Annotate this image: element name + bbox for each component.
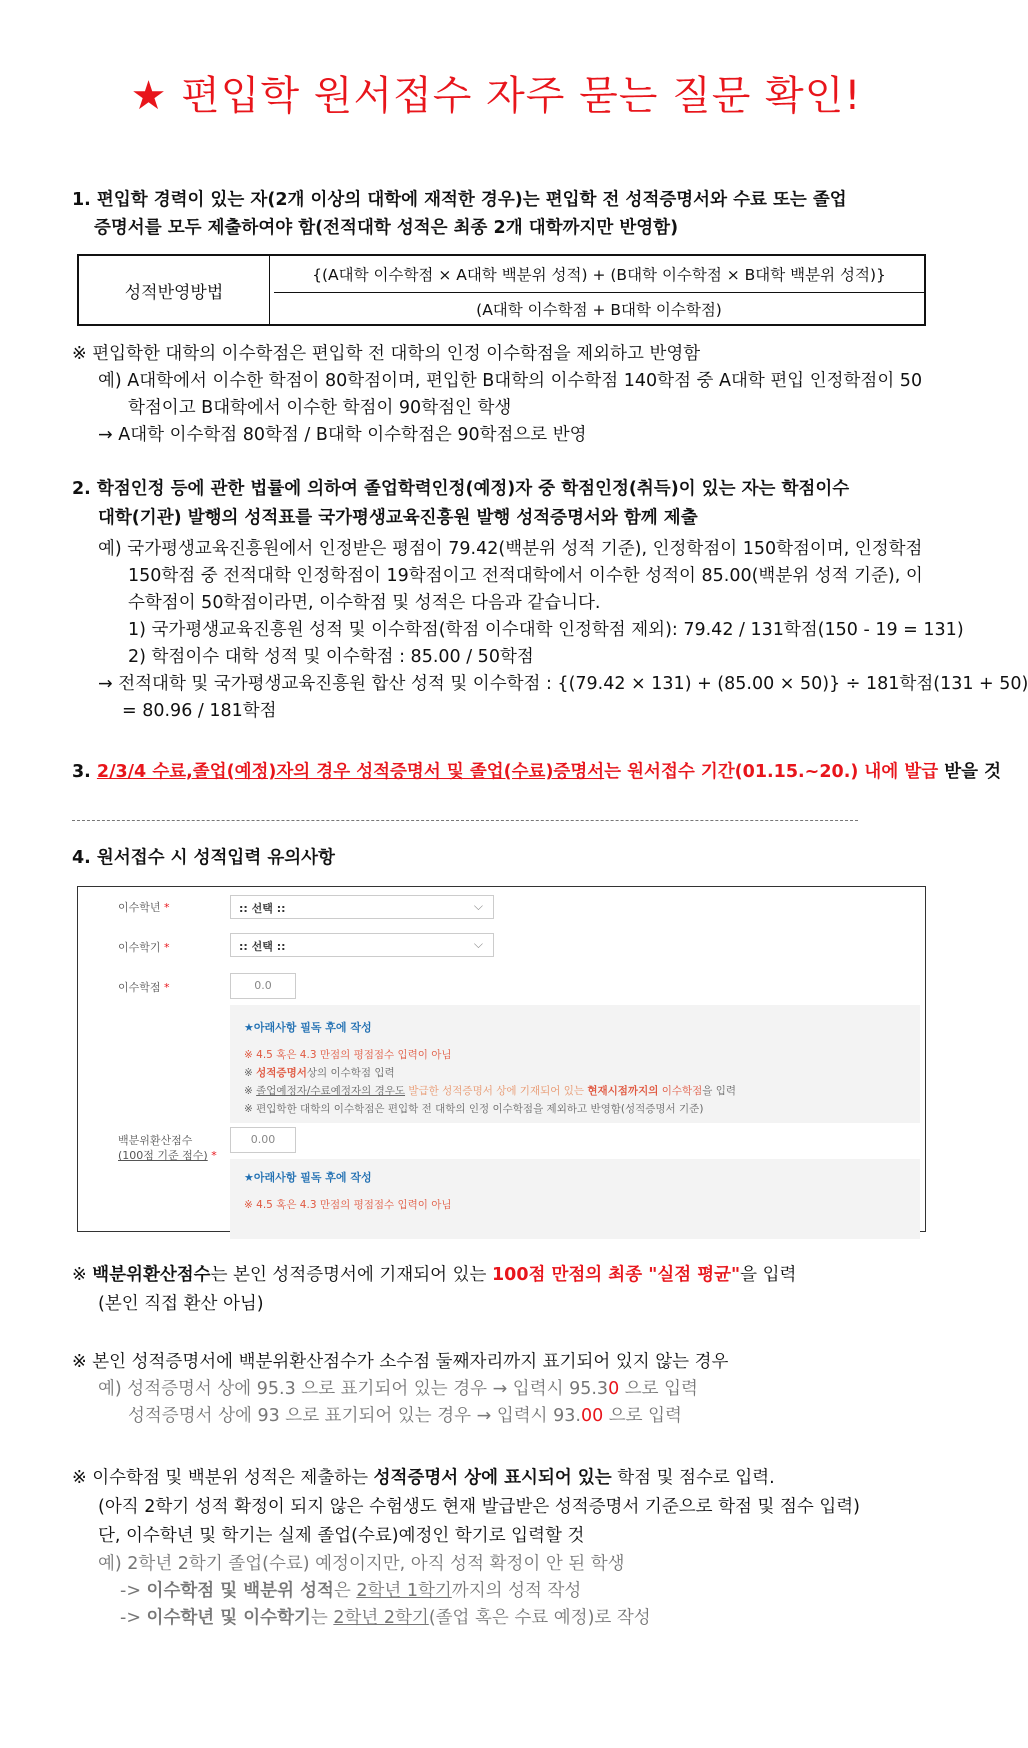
year-label: 이수학년 *	[118, 901, 170, 914]
chevron-down-icon: ⌵	[473, 937, 483, 951]
n2-line1: ※ 본인 성적증명서에 백분위환산점수가 소수점 둘째자리까지 표기되어 있지 않는 경우	[72, 1352, 729, 1372]
n3-example-line2: -> 이수학점 및 백분위 성적은 2학년 1학기까지의 성적 작성	[120, 1581, 582, 1601]
percent-input[interactable]: 0.00	[230, 1127, 296, 1153]
notice-line5: ※ 4.5 혹은 4.3 만점의 평점점수 입력이 아님	[244, 1199, 452, 1211]
notice-title: ★아래사항 필독 후에 작성	[244, 1171, 372, 1184]
percent-label: 백분위환산점수 (100점 기준 점수) *	[118, 1134, 217, 1162]
page-title: ★ 편입학 원서접수 자주 묻는 질문 확인!	[130, 73, 862, 119]
n3-line1: ※ 이수학점 및 백분위 성적은 제출하는 성적증명서 상에 표시되어 있는 학점 및 점수로 입력.	[72, 1468, 775, 1488]
n3-line2: (아직 2학기 성적 확정이 되지 않은 수험생도 현재 발급받은 성적증명서 기준으로 학점 및 점수 입력)	[98, 1497, 860, 1517]
required-mark: *	[164, 981, 170, 994]
required-mark: *	[164, 901, 170, 914]
term-label: 이수학기 *	[118, 941, 170, 954]
s2-example-line2: 150학점 중 전적대학 인정학점이 19학점이고 전적대학에서 이수한 성적이 85.00(백분위 성적 기준), 이	[128, 566, 923, 586]
s3-line	[72, 758, 1001, 786]
n2-example-line2: 성적증명서 상에 93 으로 표기되어 있는 경우 → 입력시 93.00 으로 입력	[128, 1406, 682, 1426]
term-select[interactable]	[230, 933, 494, 957]
s2-example-line7: = 80.96 / 181학점	[122, 701, 277, 721]
notice-line3: ※ 졸업예정자/수료예정자의 경우도 발급한 성적증명서 상에 기재되어 있는 현재시점까지의 이수학점을 입력	[244, 1085, 737, 1097]
percent-notice-box	[230, 1159, 920, 1239]
year-select[interactable]	[230, 895, 494, 919]
credit-input[interactable]: 0.0	[230, 973, 296, 999]
s2-example-line6: → 전적대학 및 국가평생교육진흥원 합산 성적 및 이수학점 : {(79.42 × 131) + (85.00 × 50)} ÷ 181학점(131 + 50)	[98, 674, 1028, 694]
n1-line2: (본인 직접 환산 아님)	[98, 1294, 264, 1314]
s2-example-line5: 2) 학점이수 대학 성적 및 이수학점 : 85.00 / 50학점	[128, 647, 534, 667]
dashed-divider	[72, 820, 858, 821]
formula-numerator: {(A대학 이수학점 × A대학 백분위 성적) + (B대학 이수학점 × B대학 백분위 성적)}	[312, 266, 886, 284]
s2-example-line4: 1) 국가평생교육진흥원 성적 및 이수학점(학점 이수대학 인정학점 제외): 79.42 / 131학점(150 - 19 = 131)	[128, 620, 964, 640]
s2-heading-line2: 대학(기관) 발행의 성적표를 국가평생교육진흥원 발행 성적증명서와 함께 제출	[98, 508, 698, 528]
formula-box	[77, 254, 926, 326]
notice-line4: ※ 편입학한 대학의 이수학점은 편입학 전 대학의 인정 이수학점을 제외하고 반영함(성적증명서 기준)	[244, 1103, 704, 1115]
credit-label: 이수학점 *	[118, 981, 170, 994]
n2-example-line1: 예) 성적증명서 상에 95.3 으로 표기되어 있는 경우 → 입력시 95.30 으로 입력	[98, 1379, 698, 1399]
s1-example-line1: 예) A대학에서 이수한 학점이 80학점이며, 편입한 B대학의 이수학점 140학점 중 A대학 편입 인정학점이 50	[98, 371, 923, 391]
n3-example-line3: -> 이수학년 및 이수학기는 2학년 2학기(졸업 혹은 수료 예정)로 작성	[120, 1608, 651, 1628]
s3-red: 는 원서접수 기간(01.15.~20.) 내에 발급	[604, 762, 939, 782]
n1-line1: ※ 백분위환산점수는 본인 성적증명서에 기재되어 있는 100점 만점의 최종 "실점 평균"을 입력	[72, 1265, 797, 1285]
s2-example-line1: 예) 국가평생교육진흥원에서 인정받은 평점이 79.42(백분위 성적 기준), 인정학점이 150학점이며, 인정학점	[98, 539, 923, 559]
s1-heading-line2: 증명서를 모두 제출하여야 함(전적대학 성적은 최종 2개 대학까지만 반영함)	[94, 218, 679, 238]
formula-denominator: (A대학 이수학점 + B대학 이수학점)	[476, 301, 722, 319]
s2-heading-line1: 2. 학점인정 등에 관한 법률에 의하여 졸업학력인정(예정)자 중 학점인정(취득)이 있는 자는 학점이수	[72, 479, 850, 499]
notice-title: ★아래사항 필독 후에 작성	[244, 1021, 372, 1034]
form-screenshot	[77, 886, 926, 1232]
required-mark: *	[164, 941, 170, 954]
s2-example-line3: 수학점이 50학점이라면, 이수학점 및 성적은 다음과 같습니다.	[128, 593, 601, 613]
s1-heading-line1: 1. 편입학 경력이 있는 자(2개 이상의 대학에 재적한 경우)는 편입학 전 성적증명서와 수료 또는 졸업	[72, 190, 847, 210]
s1-example-line3: → A대학 이수학점 80학점 / B대학 이수학점은 90학점으로 반영	[98, 425, 587, 445]
n3-line3: 단, 이수학년 및 학기는 실제 졸업(수료)예정인 학기로 입력할 것	[98, 1526, 585, 1546]
s3-red-underlined: 2/3/4 수료,졸업(예정)자의 경우 성적증명서 및 졸업(수료)증명서	[96, 762, 605, 782]
s3-number: 3.	[72, 762, 97, 782]
s1-example-line2: 학점이고 B대학에서 이수한 학점이 90학점인 학생	[128, 398, 512, 418]
year-select-value: :: 선택 ::	[239, 902, 286, 915]
formula-fraction-line	[274, 292, 924, 293]
s1-note: ※ 편입학한 대학의 이수학점은 편입학 전 대학의 인정 이수학점을 제외하고 반영함	[72, 344, 701, 364]
term-select-value: :: 선택 ::	[239, 940, 286, 953]
s4-heading: 4. 원서접수 시 성적입력 유의사항	[72, 848, 335, 868]
credit-notice-box	[230, 1005, 920, 1123]
n3-example-line1: 예) 2학년 2학기 졸업(수료) 예정이지만, 아직 성적 확정이 안 된 학생	[98, 1554, 625, 1574]
notice-line2: ※ 성적증명서상의 이수학점 입력	[244, 1067, 395, 1079]
s3-tail: 받을 것	[938, 762, 1002, 782]
notice-line1: ※ 4.5 혹은 4.3 만점의 평점점수 입력이 아님	[244, 1049, 452, 1061]
chevron-down-icon: ⌵	[473, 899, 483, 913]
formula-label: 성적반영방법	[79, 256, 270, 324]
